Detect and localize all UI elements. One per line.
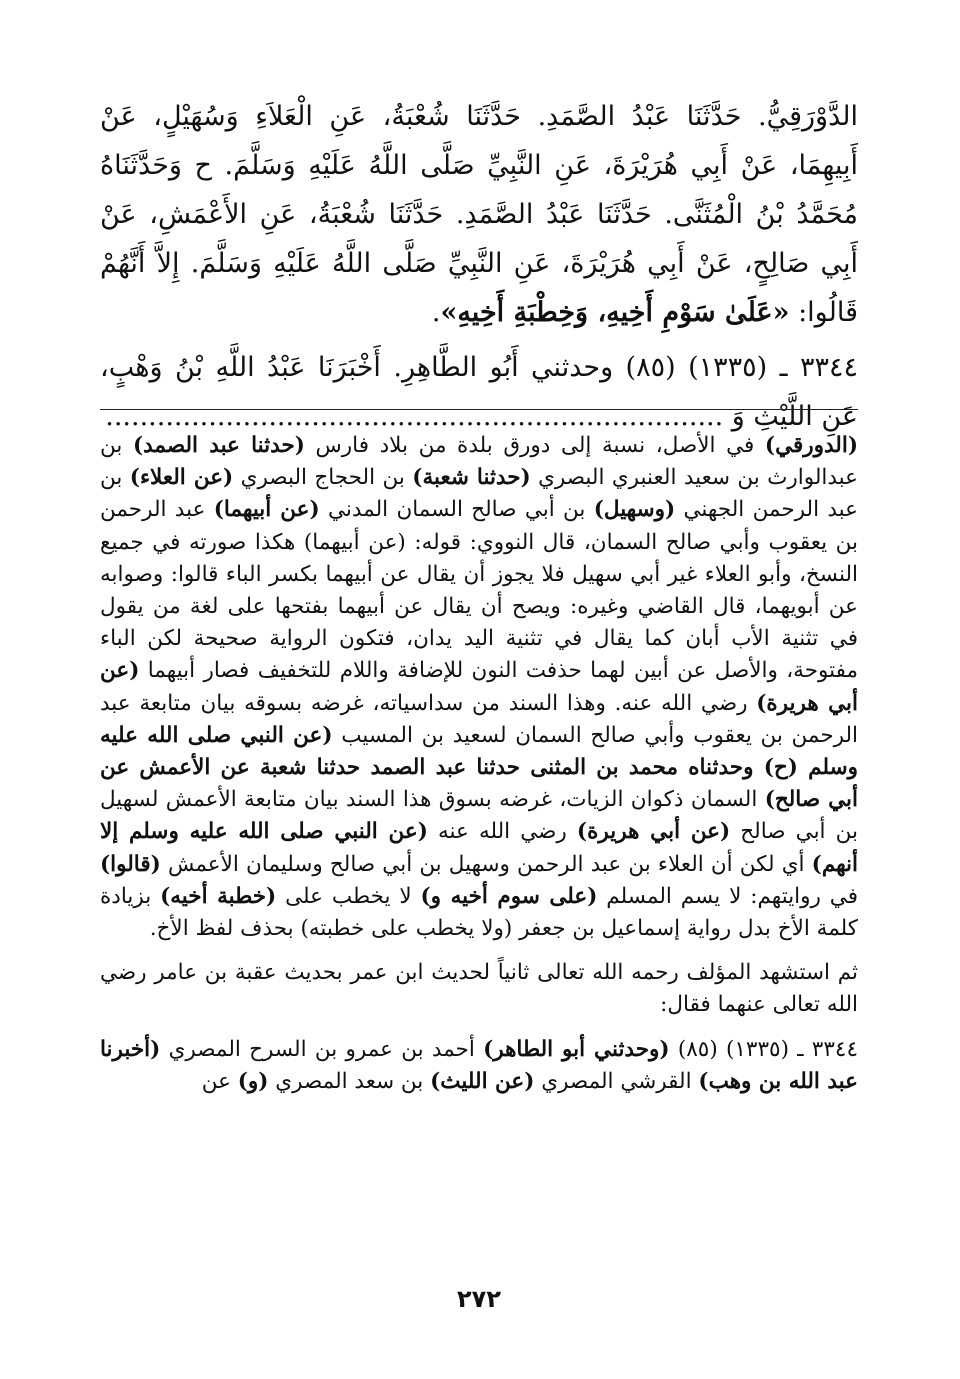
hadith-end-mark: . xyxy=(431,297,441,328)
hadith-text xyxy=(100,92,858,441)
term: (الدورقي) xyxy=(764,433,859,458)
term: (وسهيل) xyxy=(593,497,676,523)
hadith-number-line: ٣٣٤٤ ـ (١٣٣٥) (٨٥) وحدثني أَبُو الطَّاهِرِ. أَخْبَرَنَا عَبْدُ اللَّهِ بْنُ وَهْبٍ، عَنِ اللَّيْثِ وَ xyxy=(100,352,858,432)
commentary-text: أي لكن أن العلاء بن عبد الرحمن وسهيل بن أبي صالح وسليمان الأعمش xyxy=(160,851,812,877)
commentary-text: بن الحجاج البصري xyxy=(233,465,413,491)
commentary-paragraph-1 xyxy=(100,430,858,945)
commentary-text: عن xyxy=(201,1068,238,1094)
term: (عن النبي صلى الله عليه وسلم إلا أنهم) xyxy=(100,819,858,877)
commentary-text: رضي الله عنه xyxy=(427,819,577,845)
term: (و) xyxy=(237,1068,269,1094)
commentary-text: لا يخطب على xyxy=(276,883,421,909)
commentary-text: رضي الله عنه. وهذا السند من سداسياته، غرضه بسوقه بيان متابعة عبد الرحمن بن يعقوب وأبي صالح السمان لسعيد بن المسيب xyxy=(100,690,859,748)
page-number: ٢٧٢ xyxy=(457,1285,501,1313)
term: (عن النبي صلى الله عليه وسلم (ح) وحدثناه محمد بن المثنى حدثنا عبد الصمد حدثنا شعبة عن الأعمش عن أبي صالح) xyxy=(100,722,858,813)
hadith-quote: «عَلَىٰ سَوْمِ أَخِيهِ، وَخِطْبَةِ أَخِيهِ» xyxy=(440,297,790,328)
term: (أخبرنا عبد الله بن وهب) xyxy=(100,1036,858,1094)
term: (حدثنا عبد الصمد) xyxy=(132,433,305,458)
term: (وحدثني أبو الطاهر) xyxy=(483,1036,670,1062)
commentary-paragraph-2: ثم استشهد المؤلف رحمه الله تعالى ثانياً لحديث ابن عمر بحديث عقبة بن عامر رضي الله تعالى عنهما فقال: xyxy=(100,960,858,1018)
term: (عن أبي هريرة) xyxy=(576,819,731,845)
commentary-text: بن أبي صالح السمان المدني xyxy=(319,497,594,523)
term: (قالوا) xyxy=(100,851,161,877)
commentary-text: عبد الرحمن بن يعقوب وأبي صالح السمان، قال النووي: قوله: (عن أبيهما) هكذا صورته في جميع النسخ، وأبو العلاء غير أبي سهيل فلا يجوز أن يقال عن أبيهما بكسر الباء قالوا: وصوابه عن أبويهما، قال القاضي وغيره: ويصح أن يقال عن أبيهما بفتحها على لغة من يقول في تثنية الأب أبان كما يقال في تثنية اليد يدان، فتكون الرواية صحيحة لكن الباء مفتوحة، والأصل عن أبين لهما حذفت النون للإضافة واللام للتخفيف فصار أبيهما xyxy=(100,497,858,684)
hadith-paragraph-1 xyxy=(100,92,858,337)
hadith-paragraph-2 xyxy=(100,343,858,441)
commentary-text: السمان ذكوان الزيات، غرضه بسوق هذا السند بيان متابعة الأعمش لسهيل بن أبي صالح xyxy=(100,787,858,845)
term: (عن أبيهما) xyxy=(213,497,320,523)
commentary-text: بن عبد الرحمن الجهني xyxy=(100,465,858,523)
book-page xyxy=(100,92,858,1352)
term: (عن العلاء) xyxy=(129,465,234,491)
term: (عن الليث) xyxy=(430,1068,535,1094)
commentary-text: أحمد بن عمرو بن السرح المصري xyxy=(160,1036,484,1062)
hadith-chain-text: الدَّوْرَقِيُّ. حَدَّثَنَا عَبْدُ الصَّمَدِ. حَدَّثَنَا شُعْبَةُ، عَنِ الْعَلاَءِ وَسُهَيْلٍ، عَنْ أَبِيهِمَا، عَنْ أَبِي هُرَيْرَةَ، عَنِ النَّبِيِّ صَلَّى اللَّهُ عَلَيْهِ وَسَلَّمَ. ح وَحَدَّثَنَاهُ مُحَمَّدُ بْنُ الْمُثَنَّى. حَدَّثَنَا عَبْدُ الصَّمَدِ. حَدَّثَنَا شُعْبَةُ، عَنِ الأَعْمَشِ، عَنْ أَبِي صَالِحٍ، عَنْ أَبِي هُرَيْرَةَ، عَنِ النَّبِيِّ صَلَّى اللَّهُ عَلَيْهِ وَسَلَّمَ. إِلاَّ أَنَّهُمْ قَالُوا: xyxy=(100,101,858,328)
term: (على سوم أخيه و) xyxy=(420,883,598,909)
term: (حدثنا شعبة) xyxy=(412,465,531,491)
commentary-paragraph-3 xyxy=(100,1034,858,1098)
footnote-divider xyxy=(100,409,858,410)
commentary-text: في الأصل، نسبة إلى دورق بلدة من بلاد فارس xyxy=(304,433,765,458)
commentary xyxy=(100,430,858,1098)
commentary-text: بن سعد المصري xyxy=(268,1068,431,1094)
continuation-dots: ........................................................................ xyxy=(105,401,724,432)
commentary-text: في روايتهم: لا يسم المسلم xyxy=(597,883,859,909)
commentary-text: ٣٣٤٤ ـ (١٣٣٥) (٨٥) xyxy=(669,1036,858,1062)
term: (خطبة أخيه) xyxy=(160,883,277,909)
commentary-text: بن عبدالوارث بن سعيد العنبري البصري xyxy=(100,433,858,491)
term: (عن أبي هريرة) xyxy=(100,658,858,716)
commentary-text: القرشي المصري xyxy=(534,1068,699,1094)
commentary-text: بزيادة كلمة الأخ بدل رواية إسماعيل بن جعفر (ولا يخطب على خطبته) بحذف لفظ الأخ. xyxy=(100,883,858,942)
